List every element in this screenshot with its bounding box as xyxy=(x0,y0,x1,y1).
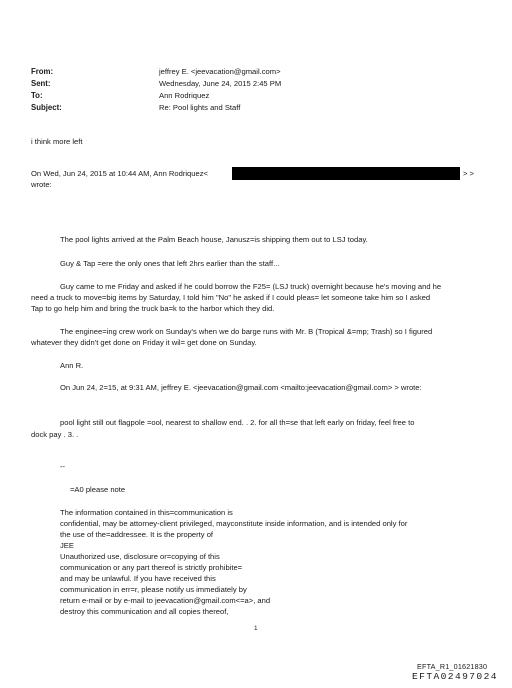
disclaimer-line: communication in err=r, please notify us immediately by xyxy=(60,585,247,594)
reply-text: i think more left xyxy=(31,137,83,146)
doc-id-secondary: EFTA02497024 xyxy=(412,671,498,682)
to-label: To: xyxy=(31,91,43,100)
sent-label: Sent: xyxy=(31,79,51,88)
paragraph-truck-line-3: Tap to go help him and bring the truck ba=k to the harbor which they did. xyxy=(31,304,275,313)
disclaimer-line: JEE xyxy=(60,541,74,550)
paragraph-truck-line-2: need a truck to move=big items by Saturday, I told him "No" he asked if I could pleas= let someone take him so I asked xyxy=(31,293,431,302)
quote-intro-line: On Wed, Jun 24, 2015 at 10:44 AM, Ann Rodriquez< xyxy=(31,169,208,178)
disclaimer-line: communication or any part thereof is strictly prohibite= xyxy=(60,563,243,572)
signoff: Ann R. xyxy=(60,361,84,370)
please-note: =A0 please note xyxy=(70,485,126,494)
disclaimer-line: Unauthorized use, disclosure or=copying of this xyxy=(60,552,220,561)
paragraph-engineering-line-2: whatever they didn't get done on Friday it wil= get done on Sunday. xyxy=(31,338,257,347)
to-value: Ann Rodriquez xyxy=(159,91,210,100)
separator: -- xyxy=(60,462,66,471)
disclaimer-line: and may be unlawful. If you have received this xyxy=(60,574,216,583)
disclaimer-line: confidential, may be attorney-client privileged, mayconstitute inside information, and is intended only for xyxy=(60,519,408,528)
paragraph-engineering-line-1: The enginee=ing crew work on Sunday's when we do barge runs with Mr. B (Tropical &=mp; Trash) so I figured xyxy=(60,327,433,336)
quote-intro-2: On Jun 24, 2=15, at 9:31 AM, jeffrey E. <jeevacation@gmail.com <mailto:jeevacation@gmail.com> > wrote: xyxy=(60,383,422,392)
quote-intro-wrote: wrote: xyxy=(31,180,52,189)
page-number: 1 xyxy=(254,625,258,632)
disclaimer-line: destroy this communication and all copies thereof, xyxy=(60,607,229,616)
paragraph-pool-lights: The pool lights arrived at the Palm Beach house, Janusz=is shipping them out to LSJ today. xyxy=(60,235,368,244)
paragraph-truck-line-1: Guy came to me Friday and asked if he could borrow the F25= (LSJ truck) overnight because he's moving and he xyxy=(60,282,442,291)
redaction-bar xyxy=(232,167,460,180)
paragraph-guy-tap: Guy & Tap =ere the only ones that left 2hrs earlier than the staff... xyxy=(60,259,280,268)
disclaimer-line: the use of the=addressee. It is the property of xyxy=(60,530,214,539)
quote-intro-tail: > > xyxy=(463,169,474,178)
disclaimer-line: return e-mail or by e-mail to jeevacation@gmail.com<=a>, and xyxy=(60,596,271,605)
disclaimer-line: The information contained in this=communication is xyxy=(60,508,233,517)
instruction-line-1: pool light still out flagpole =ool, nearest to shallow end. . 2. for all th=se that left early on friday, feel free to xyxy=(60,418,415,427)
subject-value: Re: Pool lights and Staff xyxy=(159,103,241,112)
subject-label: Subject: xyxy=(31,103,62,112)
from-label: From: xyxy=(31,67,54,76)
sent-value: Wednesday, June 24, 2015 2:45 PM xyxy=(159,79,282,88)
instruction-line-2: dock pay . 3. . xyxy=(31,430,79,439)
from-value: jeffrey E. <jeevacation@gmail.com> xyxy=(159,67,281,76)
doc-id-primary: EFTA_R1_01621830 xyxy=(417,662,488,671)
